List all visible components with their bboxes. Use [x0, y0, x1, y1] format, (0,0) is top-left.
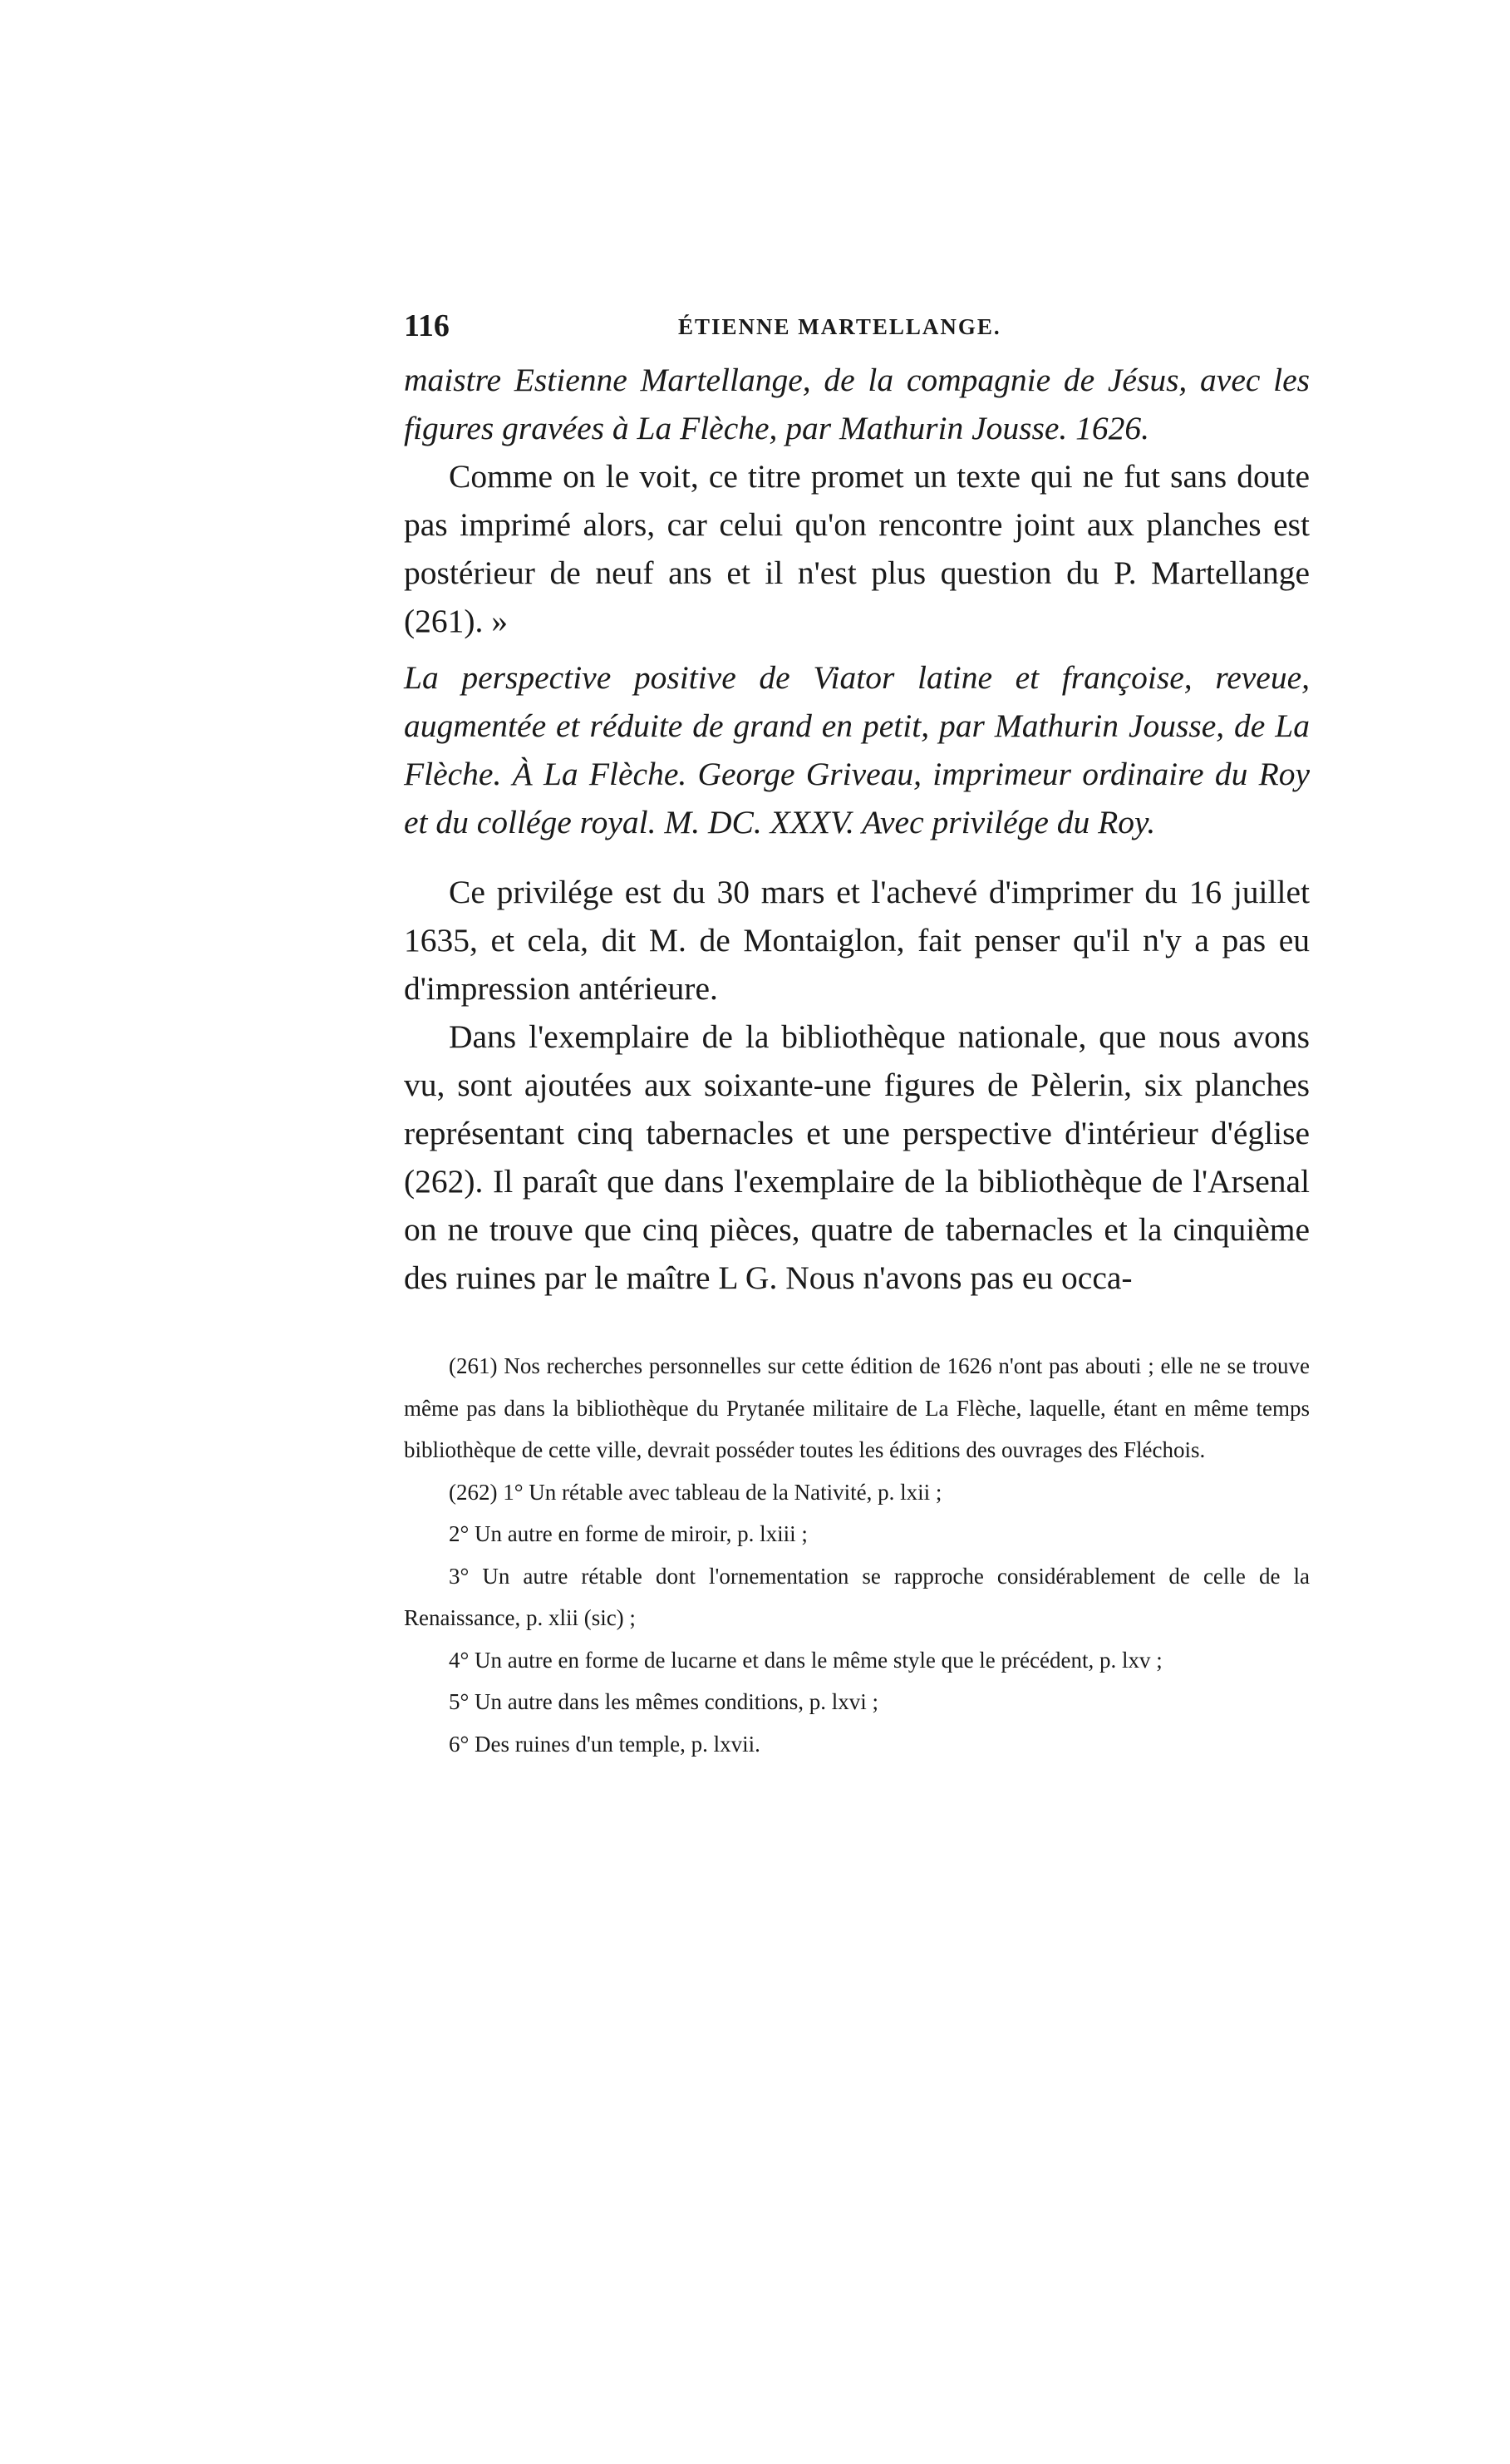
book-title-citation — [404, 653, 1310, 846]
running-head — [404, 308, 1310, 349]
footnotes — [404, 1345, 1310, 1765]
footnote-262-item-2: 2° Un autre en forme de miroir, p. lxiii ; — [449, 1521, 808, 1546]
spacer — [404, 846, 1310, 868]
footnote-262-item-5: 5° Un autre dans les mêmes conditions, p. lxvi ; — [449, 1689, 878, 1714]
footnote-262-item-1: (262) 1° Un rétable avec tableau de la Nativité, p. lxii ; — [449, 1479, 942, 1505]
paragraph-1: Comme on le voit, ce titre promet un texte qui ne fut sans doute pas imprimé alors, car celui qu'on rencontre joint aux planches est postérieur de neuf ans et il n'est plus question du P. Martellange (261). » — [404, 458, 1310, 639]
book-page — [404, 308, 1310, 1765]
footnote-262-item-3: 3° Un autre rétable dont l'ornementation se rapproche considérablement de celle de la Renaissance, p. xlii (sic) ; — [404, 1563, 1310, 1630]
carried-over-title: maistre Estienne Martellange, de la compagnie de Jésus, avec les figures gravées à La Flèche, par Mathurin Jousse. 1626. — [404, 362, 1310, 446]
main-text — [404, 356, 1310, 645]
footnote-262-item-6: 6° Des ruines d'un temple, p. lxvii. — [449, 1731, 760, 1757]
footnote-261: (261) Nos recherches personnelles sur cette édition de 1626 n'ont pas abouti ; elle ne se trouve même pas dans la bibliothèque du Prytanée militaire de La Flèche, laquelle, étant en même temps bibliothèque de cette ville, devrait posséder toutes les éditions des ouvrages des Fléchois. — [404, 1353, 1310, 1462]
paragraph-3: Dans l'exemplaire de la bibliothèque nationale, que nous avons vu, sont ajoutées aux soixante-une figures de Pèlerin, six planches représentant cinq tabernacles et une perspective d'intérieur d'église (262). Il paraît que dans l'exemplaire de la bibliothèque de l'Arsenal on ne trouve que cinq pièces, quatre de tabernacles et la cinquième des ruines par le maître L G. Nous n'avons pas eu occa- — [404, 1018, 1310, 1296]
main-text-continued — [404, 868, 1310, 1302]
page-number: 116 — [404, 308, 450, 343]
book-title-text: La perspective positive de Viator latine et françoise, reveue, augmentée et réduite de grand en petit, par Mathurin Jousse, de La Flèche. À La Flèche. George Griveau, imprimeur ordinaire du Roy et du collége royal. M. DC. XXXV. Avec privilége du Roy. — [404, 659, 1310, 840]
paragraph-2: Ce privilége est du 30 mars et l'achevé d'imprimer du 16 juillet 1635, et cela, dit M. de Montaiglon, fait penser qu'il n'y a pas eu d'impression antérieure. — [404, 874, 1310, 1007]
running-title: ÉTIENNE MARTELLANGE. — [678, 314, 1001, 339]
footnote-262-item-4: 4° Un autre en forme de lucarne et dans le même style que le précédent, p. lxv ; — [449, 1647, 1163, 1673]
